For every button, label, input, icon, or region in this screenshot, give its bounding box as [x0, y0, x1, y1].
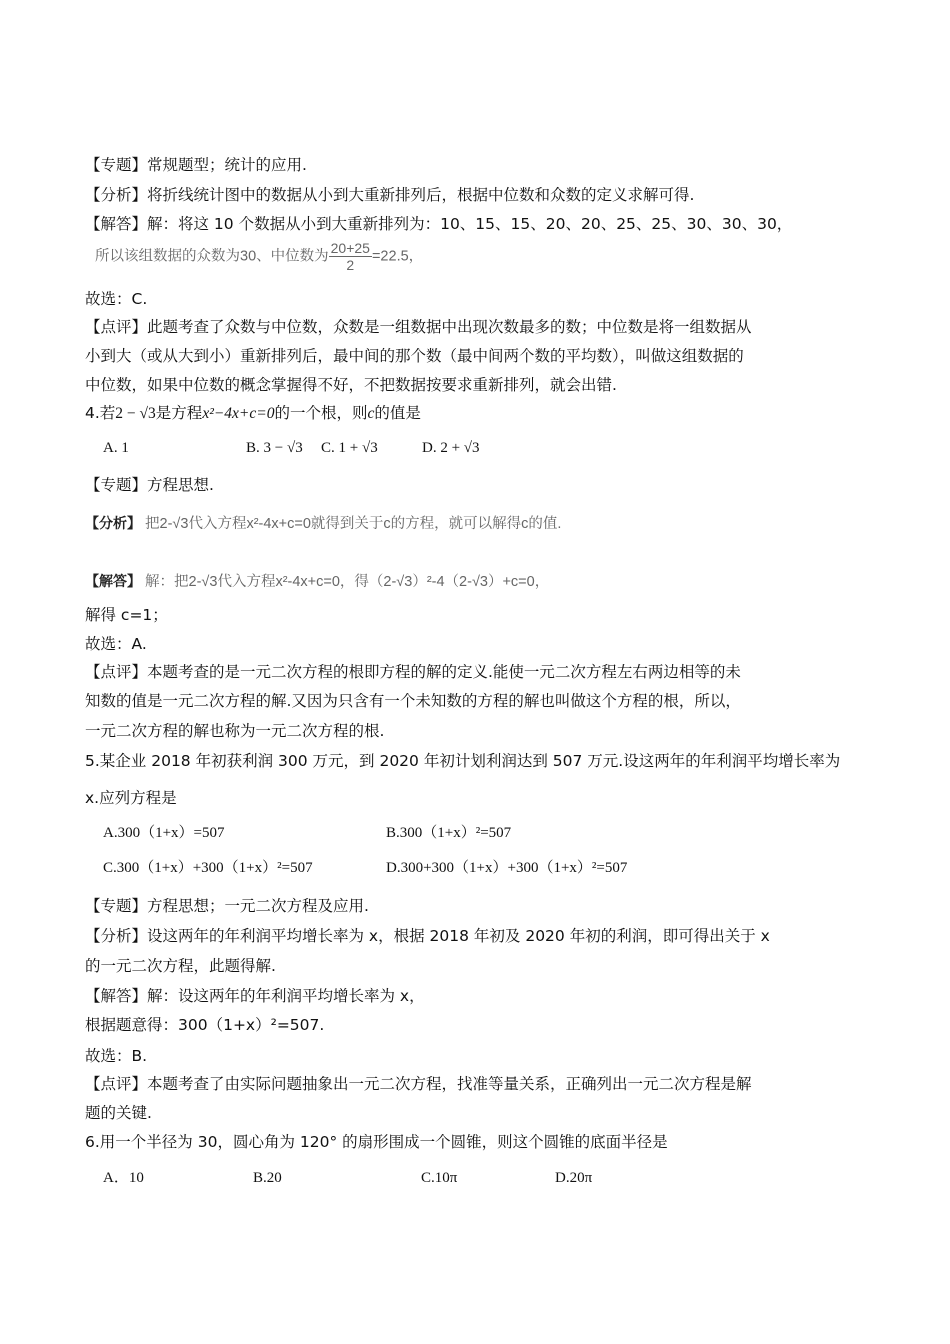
- q4-option-d: D. 2 + √3: [422, 440, 480, 456]
- q4-comment-line-2: 知数的值是一元二次方程的解.又因为只含有一个未知数的方程的解也叫做这个方程的根，所以，: [85, 692, 741, 710]
- q4-solution-tag: 【解答】: [85, 573, 141, 589]
- q3-comment-line-3: 中位数，如果中位数的概念掌握得不好，不把数据按要求重新排列，就会出错.: [85, 376, 617, 394]
- fraction-numerator: 20+25: [330, 240, 370, 256]
- q4-stem-var: c: [367, 405, 375, 422]
- q3-comment-line-1: 【点评】此题考查了众数与中位数，众数是一组数据中出现次数最多的数；中位数是将一组数据从: [85, 318, 752, 336]
- q5-choice: 故选：B.: [85, 1047, 148, 1065]
- q6-option-d: D.20π: [555, 1170, 593, 1186]
- q4-stem-mid: 是方程: [155, 404, 203, 422]
- q3-comment-line-2: 小到大（或从大到小）重新排列后，最中间的那个数（最中间两个数的平均数），叫做这组数据的: [85, 347, 744, 365]
- q6-option-a: A．10: [103, 1170, 144, 1186]
- q4-analysis-text: 把2-√3代入方程x²-4x+c=0就得到关于c的方程，就可以解得c的值.: [145, 516, 562, 532]
- q5-solution-line-2: 根据题意得：300（1+x）²=507.: [85, 1016, 325, 1034]
- q5-stem-line-1: 5.某企业 2018 年初获利润 300 万元，到 2020 年初计划利润达到 507 万元.设这两年的年利润平均增长率为: [85, 752, 841, 770]
- q4-stem-prefix: 4.若: [85, 404, 116, 422]
- q5-comment-line-1: 【点评】本题考查了由实际问题抽象出一元二次方程，找准等量关系，正确列出一元二次方程是解: [85, 1075, 752, 1093]
- q6-stem: 6.用一个半径为 30，圆心角为 120° 的扇形围成一个圆锥，则这个圆锥的底面半径是: [85, 1133, 668, 1151]
- q5-option-b: B.300（1+x）²=507: [386, 825, 512, 841]
- q5-option-d: D.300+300（1+x）+300（1+x）²=507: [386, 860, 628, 876]
- q5-solution-line-1: 【解答】解：设这两年的年利润平均增长率为 x，: [85, 987, 425, 1005]
- q4-option-b: B. 3 − √3: [246, 440, 303, 456]
- q6-option-c: C.10π: [421, 1170, 458, 1186]
- q5-stem-line-2: x.应列方程是: [85, 789, 177, 807]
- q4-stem: [85, 402, 421, 425]
- q3-solution-line-2: [95, 240, 423, 273]
- q4-option-a: A. 1: [103, 440, 129, 456]
- q5-option-c: C.300（1+x）+300（1+x）²=507: [103, 860, 313, 876]
- q4-solution: [85, 570, 549, 593]
- q4-solve: 解得 c=1；: [85, 606, 168, 624]
- q4-option-c: C. 1 + √3: [321, 440, 378, 456]
- q5-analysis-line-2: 的一元二次方程，此题得解.: [85, 957, 276, 975]
- q6-option-b: B.20: [253, 1170, 282, 1186]
- q4-stem-post: 的一个根，则: [274, 404, 368, 422]
- q5-option-a: A.300（1+x）=507: [103, 825, 225, 841]
- q4-analysis-tag: 【分析】: [85, 515, 141, 531]
- q3-solution-line-1: 【解答】解：将这 10 个数据从小到大重新排列为：10、15、15、20、20、25、25、30、30、30，: [85, 215, 793, 233]
- q5-comment-line-2: 题的关键.: [85, 1104, 152, 1122]
- q4-comment-line-3: 一元二次方程的解也称为一元二次方程的根.: [85, 722, 385, 740]
- q4-stem-root: 2 − √3: [115, 405, 156, 422]
- q4-stem-end: 的值是: [374, 404, 421, 422]
- q5-topic: 【专题】方程思想；一元二次方程及应用.: [85, 897, 369, 915]
- q4-stem-equation: x²−4x+c=0: [202, 405, 275, 422]
- fraction-denominator: 2: [346, 257, 355, 273]
- q3-median-fraction: [329, 240, 372, 273]
- q3-solution-text: 所以该组数据的众数为30、中位数为: [95, 248, 329, 265]
- q4-choice: 故选：A.: [85, 635, 147, 653]
- q4-analysis: [85, 512, 561, 535]
- q3-topic: 【专题】常规题型；统计的应用.: [85, 156, 307, 174]
- q4-comment-line-1: 【点评】本题考查的是一元二次方程的根即方程的解的定义.能使一元二次方程左右两边相等的未: [85, 663, 741, 681]
- q4-topic: 【专题】方程思想.: [85, 476, 214, 494]
- q4-solution-text: 解：把2-√3代入方程x²-4x+c=0，得（2-√3）²-4（2-√3）+c=0，: [145, 574, 550, 590]
- q3-solution-result: =22.5，: [371, 248, 424, 265]
- q3-analysis: 【分析】将折线统计图中的数据从小到大重新排列后，根据中位数和众数的定义求解可得.: [85, 186, 695, 204]
- q5-analysis-line-1: 【分析】设这两年的年利润平均增长率为 x，根据 2018 年初及 2020 年初的利润，即可得出关于 x: [85, 927, 770, 945]
- q3-choice: 故选：C.: [85, 290, 148, 308]
